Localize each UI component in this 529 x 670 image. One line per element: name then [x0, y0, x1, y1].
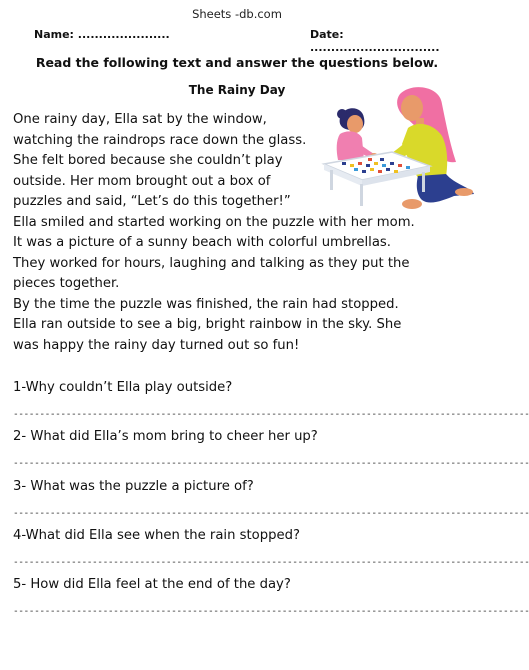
story-line: One rainy day, Ella sat by the window, — [13, 112, 267, 127]
story-line: They worked for hours, laughing and talking as they put the — [13, 255, 410, 271]
story-line: Ella ran outside to see a big, bright rainbow in the sky. She — [13, 317, 402, 332]
story-line: By the time the puzzle was finished, the rain had stopped. — [13, 296, 399, 312]
story-line: She felt bored because she couldn’t play — [13, 153, 283, 168]
question-2: 2- What did Ella’s mom bring to cheer her up? — [13, 429, 318, 444]
question-5: 5- How did Ella feel at the end of the day? — [13, 577, 291, 592]
answer-line-3[interactable]: -------------------------------------------------------------------------------------------------- — [13, 508, 529, 519]
question-1: 1-Why couldn’t Ella play outside? — [13, 380, 233, 395]
story-line: Ella smiled and started working on the puzzle with her mom. — [13, 214, 415, 230]
question-3: 3- What was the puzzle a picture of? — [13, 479, 254, 494]
story-line: pieces together. — [13, 276, 120, 291]
date-field: Date: ............................... — [310, 28, 440, 54]
answer-line-5[interactable]: -------------------------------------------------------------------------------------------------- — [13, 606, 529, 617]
story-title: The Rainy Day — [188, 83, 286, 97]
story-text — [13, 110, 468, 356]
answer-line-2[interactable]: -------------------------------------------------------------------------------------------------- — [13, 458, 529, 469]
story-line: watching the raindrops race down the glass. — [13, 132, 307, 148]
site-name: Sheets -db.com — [192, 7, 282, 21]
question-4: 4-What did Ella see when the rain stopped? — [13, 528, 300, 543]
answer-line-4[interactable]: -------------------------------------------------------------------------------------------------- — [13, 557, 529, 568]
name-field: Name: ...................... — [34, 28, 170, 41]
story-line: It was a picture of a sunny beach with colorful umbrellas. — [13, 235, 391, 250]
story-line: puzzles and said, “Let’s do this together!” — [13, 194, 291, 209]
story-line: outside. Her mom brought out a box of — [13, 173, 271, 189]
instructions: Read the following text and answer the questions below. — [35, 55, 439, 70]
answer-line-1[interactable]: -------------------------------------------------------------------------------------------------- — [13, 409, 529, 420]
story-line: was happy the rainy day turned out so fun! — [13, 337, 300, 353]
